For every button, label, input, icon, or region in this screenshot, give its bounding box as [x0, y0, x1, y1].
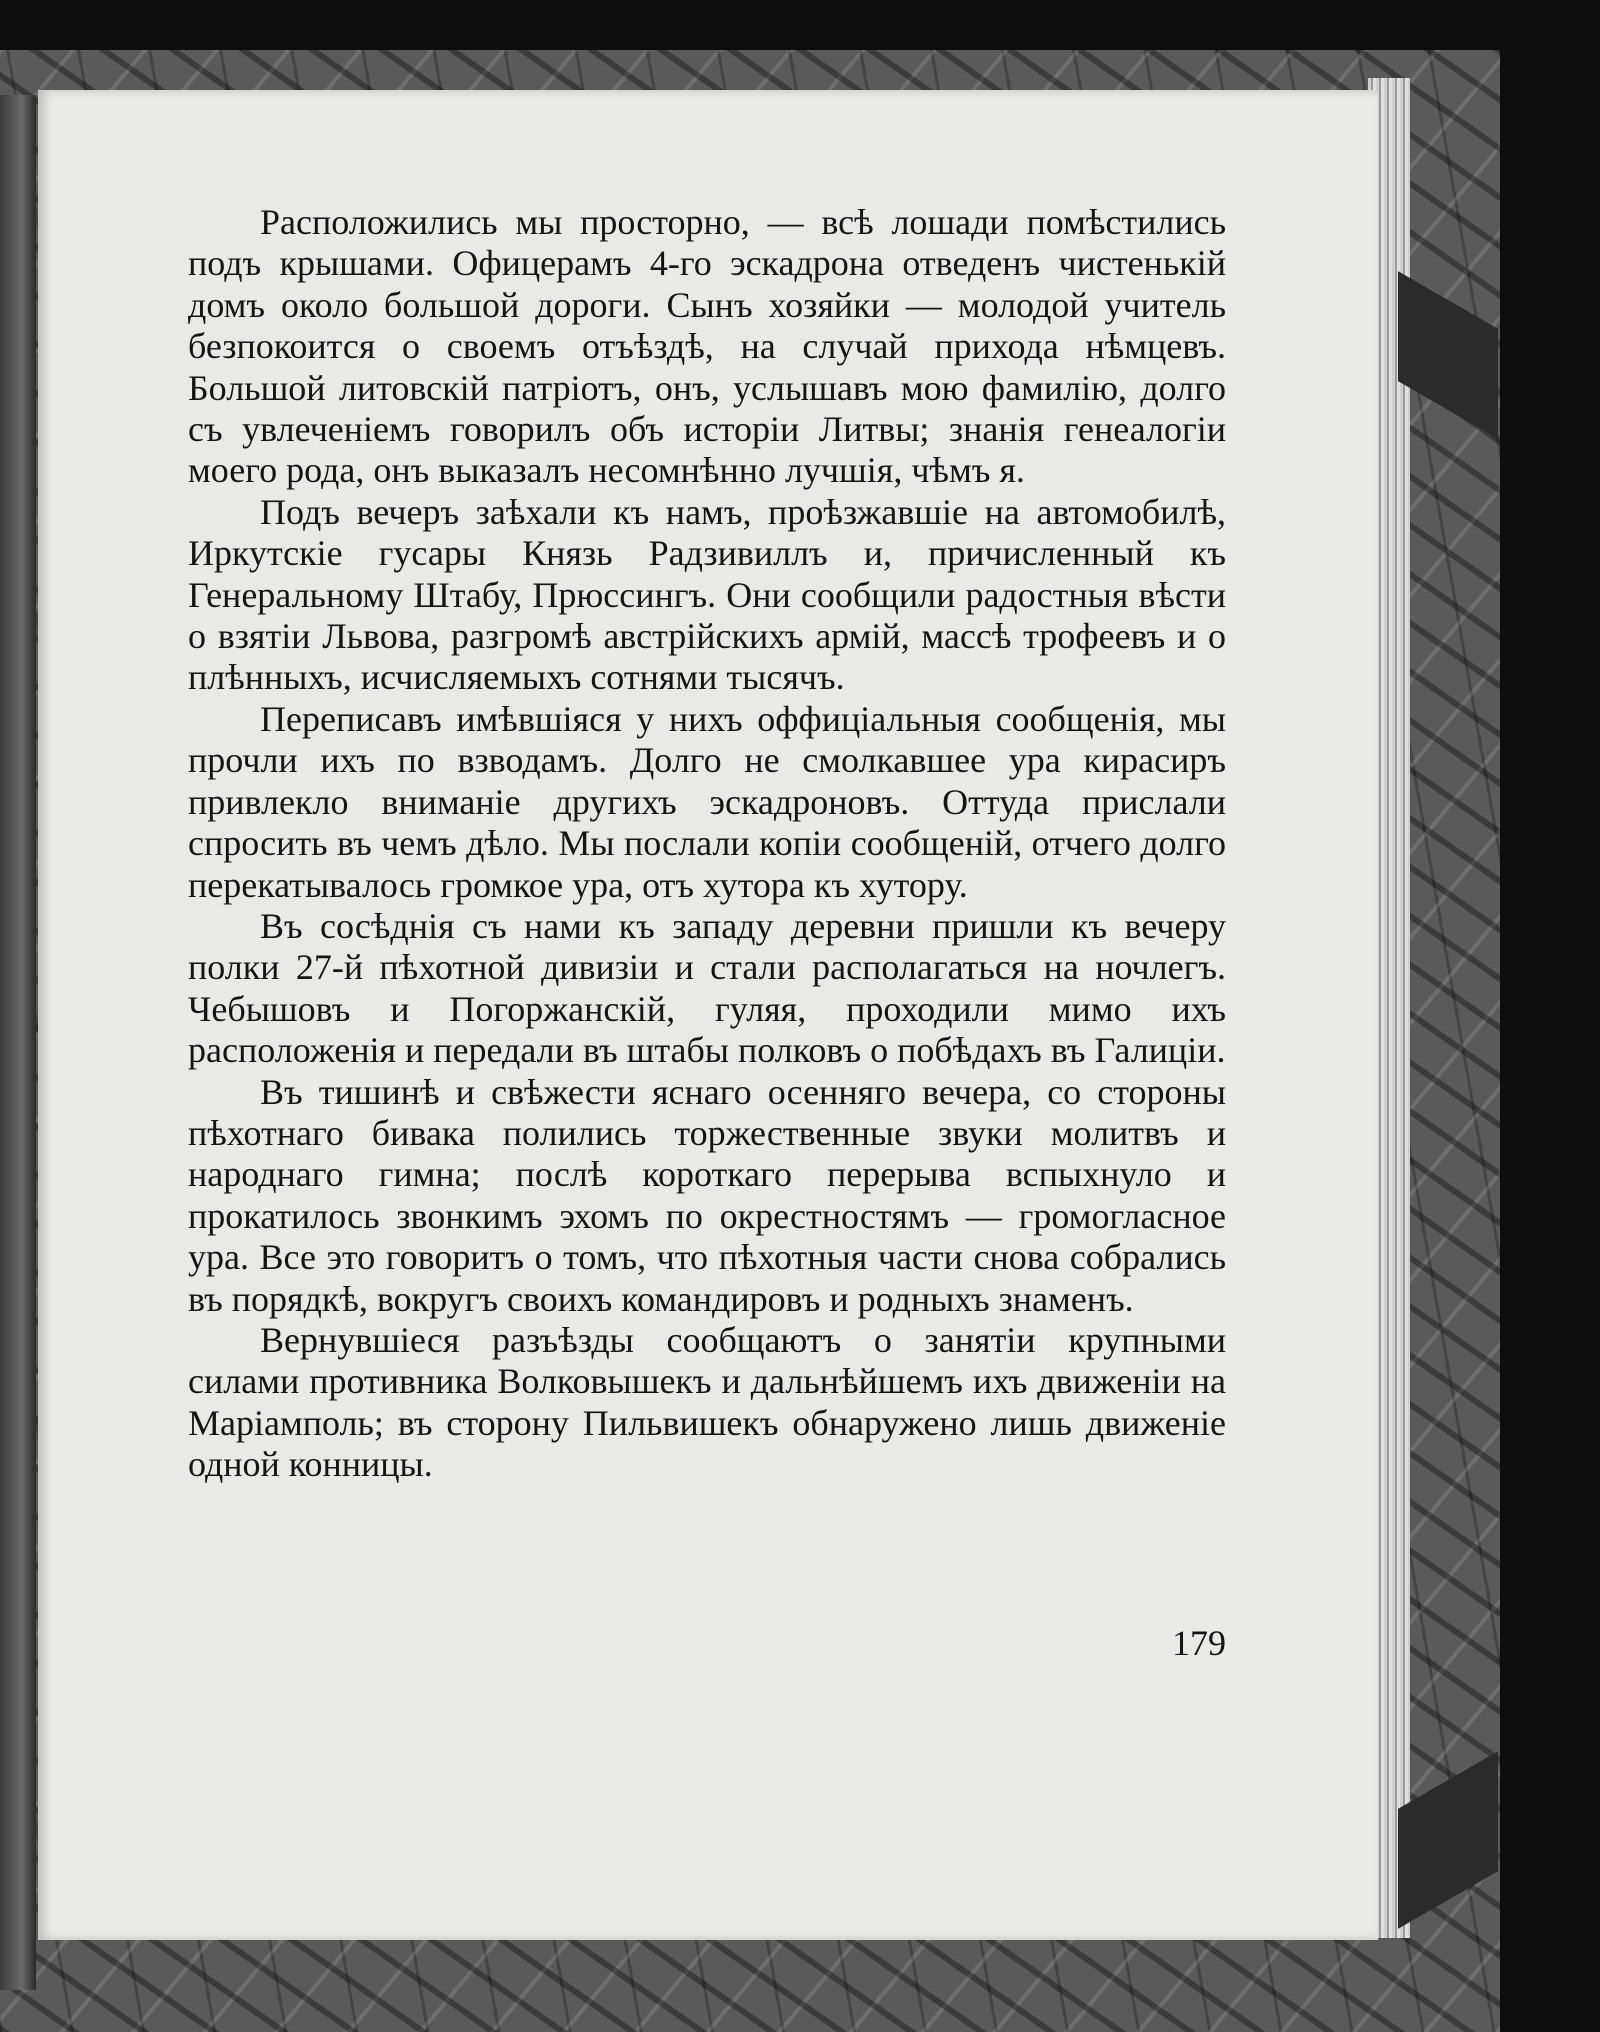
paragraph: Переписавъ имѣвшіяся у нихъ оффиціальныя сообщенія, мы прочли ихъ по взводамъ. Долго не смолкавшее ура кирасиръ привлекло вниманіе другихъ эскадроновъ. Оттуда прислали спросить въ чемъ дѣло. Мы послали копіи сообщеній, отчего долго перекатывалось громкое ура, отъ хутора къ хутору.	[188, 698, 1226, 905]
page-number: 179	[1172, 1623, 1226, 1663]
book-page	[38, 90, 1378, 1940]
paragraph: Вернувшіеся разъѣзды сообщаютъ о занятіи крупными силами противника Волковышекъ и дальнѣйшемъ ихъ движеніи на Маріамполь; въ сторону Пильвишекъ обнаружено лишь движеніе одной конницы.	[188, 1319, 1226, 1485]
facing-page-edge	[0, 95, 36, 1990]
paragraph: Въ сосѣднія съ нами къ западу деревни пришли къ вечеру полки 27-й пѣхотной дивизіи и стали располагаться на ночлегъ. Чебышовъ и Погоржанскій, гуляя, проходили мимо ихъ расположенія и передали въ штабы полковъ о побѣдахъ въ Галиціи.	[188, 905, 1226, 1071]
paragraph: Расположились мы просторно, — всѣ лошади помѣстились подъ крышами. Офицерамъ 4-го эскадрона отведенъ чистенькій домъ около большой дороги. Сынъ хозяйки — молодой учитель безпокоится о своемъ отъѣздѣ, на случай прихода нѣмцевъ. Большой литовскій патріотъ, онъ, услышавъ мою фамилію, долго съ увлеченіемъ говорилъ объ исторіи Литвы; знанія генеалогіи моего рода, онъ выказалъ несомнѣнно лучшія, чѣмъ я.	[188, 202, 1226, 491]
paragraph: Въ тишинѣ и свѣжести яснаго осенняго вечера, со стороны пѣхотнаго бивака полились торжественные звуки молитвъ и народнаго гимна; послѣ короткаго перерыва вспыхнуло и прокатилось звонкимъ эхомъ по окрестностямъ — громогласное ура. Все это говоритъ о томъ, что пѣхотныя части снова собрались въ порядкѣ, вокругъ своихъ командировъ и родныхъ знаменъ.	[188, 1071, 1226, 1319]
paragraph: Подъ вечеръ заѣхали къ намъ, проѣзжавшіе на автомобилѣ, Иркутскіе гусары Князь Радзивиллъ и, причисленный къ Генеральному Штабу, Прюссингъ. Они сообщили радостныя вѣсти о взятіи Львова, разгромѣ австрійскихъ армій, массѣ трофеевъ и о плѣнныхъ, исчисляемыхъ сотнями тысячъ.	[188, 491, 1226, 698]
body-text	[188, 202, 1226, 1486]
